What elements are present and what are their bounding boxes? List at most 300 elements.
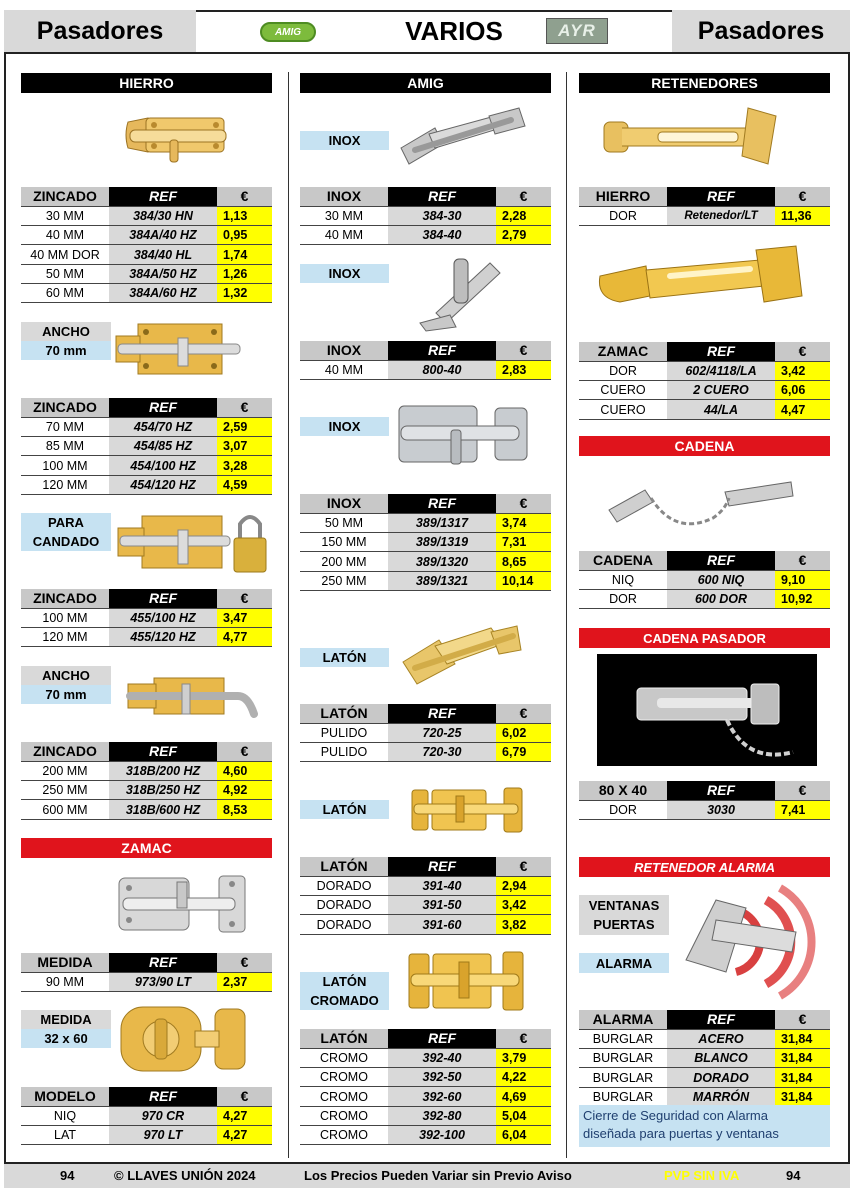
size-cell: 600 MM — [21, 800, 109, 819]
ref-cell: 318B/600 HZ — [109, 800, 217, 819]
table-row — [21, 628, 272, 647]
label-size: 32 x 60 — [21, 1029, 111, 1048]
table-row — [21, 1106, 272, 1125]
price-cell: 4,77 — [217, 628, 272, 647]
size-cell: 40 MM — [21, 226, 109, 245]
size-cell: DOR — [579, 361, 667, 380]
ref-cell: 600 DOR — [667, 590, 775, 609]
price-cell: 4,27 — [217, 1106, 272, 1125]
table-row — [21, 437, 272, 456]
laton-pulido-bolt-image — [395, 622, 525, 688]
price-cell: 2,59 — [217, 417, 272, 436]
table-row — [579, 206, 830, 225]
section-title-cadena-pasador: CADENA PASADOR — [579, 628, 830, 648]
table-row — [300, 206, 551, 225]
size-cell: CUERO — [579, 400, 667, 419]
table-row — [21, 283, 272, 302]
table-header: REF — [109, 1087, 217, 1106]
inox-vertical-bolt-image — [400, 253, 510, 333]
ref-cell: 392-100 — [388, 1125, 496, 1144]
size-cell: LAT — [21, 1126, 109, 1145]
price-cell: 4,27 — [217, 1126, 272, 1145]
label-line: CROMADO — [310, 993, 379, 1008]
price-cell: 2,94 — [496, 876, 551, 895]
table-row — [300, 533, 551, 552]
ref-cell: 391-50 — [388, 896, 496, 915]
price-cell: 31,84 — [775, 1068, 830, 1087]
table-header: REF — [109, 589, 217, 608]
size-cell: NIQ — [21, 1106, 109, 1125]
price-cell: 4,92 — [217, 781, 272, 800]
table-hierro-zincado-ancho — [21, 398, 272, 495]
laton-dorado-bolt-image — [408, 782, 526, 838]
price-cell: 31,84 — [775, 1029, 830, 1048]
size-cell: 200 MM — [21, 761, 109, 780]
table-row — [579, 1068, 830, 1087]
table-row — [21, 245, 272, 264]
price-cell: 1,26 — [217, 264, 272, 283]
table-row — [21, 1126, 272, 1145]
ref-cell: 318B/200 HZ — [109, 761, 217, 780]
table-row — [21, 761, 272, 780]
table-header: ZAMAC — [579, 342, 667, 361]
table-header: € — [217, 1087, 272, 1106]
padlock-bolt-image — [112, 508, 272, 578]
table-header: REF — [388, 1029, 496, 1048]
table-row — [579, 800, 830, 819]
table-header: REF — [388, 187, 496, 206]
ref-cell: 392-50 — [388, 1068, 496, 1087]
table-header: REF — [388, 494, 496, 513]
ref-cell: 454/70 HZ — [109, 417, 217, 436]
table-row — [21, 456, 272, 475]
retenedor-zamac-image — [590, 236, 812, 328]
table-header: LATÓN — [300, 1029, 388, 1048]
table-amig-laton-cromo — [300, 1029, 551, 1145]
description-line: Cierre de Seguridad con Alarma — [583, 1108, 768, 1123]
table-retenedor-zamac — [579, 342, 830, 420]
table-header: ZINCADO — [21, 589, 109, 608]
ref-cell: 455/100 HZ — [109, 608, 217, 627]
table-zamac-modelo — [21, 1087, 272, 1145]
ref-cell: 391-60 — [388, 915, 496, 934]
price-cell: 2,37 — [217, 972, 272, 991]
size-cell: DOR — [579, 206, 667, 225]
size-cell: 30 MM — [300, 206, 388, 225]
table-header: € — [496, 187, 551, 206]
table-amig-laton-2 — [300, 857, 551, 935]
price-cell: 4,59 — [217, 475, 272, 494]
table-header: € — [775, 342, 830, 361]
table-row — [579, 1087, 830, 1106]
ref-cell: 44/LA — [667, 400, 775, 419]
table-row — [579, 590, 830, 609]
price-cell: 4,22 — [496, 1068, 551, 1087]
table-row — [21, 206, 272, 225]
price-cell: 4,69 — [496, 1087, 551, 1106]
price-cell: 3,42 — [496, 896, 551, 915]
table-amig-inox-2 — [300, 341, 551, 380]
table-header: € — [217, 398, 272, 417]
table-alarma — [579, 1010, 830, 1107]
size-cell: 70 MM — [21, 417, 109, 436]
table-header: ZINCADO — [21, 742, 109, 761]
label-line: PARA — [48, 515, 84, 530]
ref-cell: MARRÓN — [667, 1087, 775, 1106]
inox-bolt-image — [395, 104, 530, 172]
price-cell: 0,95 — [217, 226, 272, 245]
size-cell: CROMO — [300, 1048, 388, 1067]
table-header: ZINCADO — [21, 398, 109, 417]
table-row — [21, 475, 272, 494]
ref-cell: 720-30 — [388, 743, 496, 762]
label-inox: INOX — [300, 131, 389, 150]
table-header: REF — [667, 1010, 775, 1029]
price-cell: 3,07 — [217, 437, 272, 456]
table-row — [300, 743, 551, 762]
price-cell: 8,53 — [217, 800, 272, 819]
round-bolt-image — [115, 995, 250, 1081]
header-left-title: Pasadores — [4, 10, 196, 52]
amig-logo: AMIG — [260, 22, 316, 42]
price-cell: 5,04 — [496, 1106, 551, 1125]
retenedor-hierro-image — [598, 98, 790, 176]
size-cell: BURGLAR — [579, 1068, 667, 1087]
label-width: 70 mm — [21, 685, 111, 704]
table-amig-inox-3 — [300, 494, 551, 591]
table-row — [21, 781, 272, 800]
table-header: € — [217, 953, 272, 972]
ref-cell: 384/40 HL — [109, 245, 217, 264]
table-row — [300, 226, 551, 245]
table-header: REF — [109, 953, 217, 972]
ref-cell: 720-25 — [388, 723, 496, 742]
cadena-image — [605, 470, 795, 540]
price-cell: 3,79 — [496, 1048, 551, 1067]
price-cell: 7,31 — [496, 533, 551, 552]
ref-cell: 384A/50 HZ — [109, 264, 217, 283]
price-cell: 10,14 — [496, 571, 551, 590]
size-cell: 100 MM — [21, 456, 109, 475]
table-header: € — [496, 1029, 551, 1048]
table-row — [300, 1048, 551, 1067]
label-width: 70 mm — [21, 341, 111, 360]
ref-cell: DORADO — [667, 1068, 775, 1087]
wide-bolt-image — [112, 318, 247, 382]
price-cell: 1,74 — [217, 245, 272, 264]
size-cell: 50 MM — [21, 264, 109, 283]
ref-cell: ACERO — [667, 1029, 775, 1048]
table-hierro-zincado — [21, 187, 272, 303]
table-header: 80 X 40 — [579, 781, 667, 800]
size-cell: 100 MM — [21, 608, 109, 627]
size-cell: CROMO — [300, 1106, 388, 1125]
label-ancho: ANCHO — [21, 322, 111, 341]
ref-cell: 970 LT — [109, 1126, 217, 1145]
size-cell: DORADO — [300, 915, 388, 934]
table-header: INOX — [300, 494, 388, 513]
table-row — [579, 570, 830, 589]
label-line: VENTANAS — [588, 898, 660, 913]
size-cell: 250 MM — [300, 571, 388, 590]
table-row — [300, 571, 551, 590]
table-header: € — [217, 742, 272, 761]
price-cell: 1,13 — [217, 206, 272, 225]
size-cell: 250 MM — [21, 781, 109, 800]
table-header: REF — [667, 781, 775, 800]
long-bolt-image — [118, 668, 263, 726]
size-cell: PULIDO — [300, 723, 388, 742]
table-header: MEDIDA — [21, 953, 109, 972]
ref-cell: 384-40 — [388, 226, 496, 245]
price-cell: 3,74 — [496, 513, 551, 532]
table-cadena-pasador — [579, 781, 830, 820]
table-retenedor-hierro — [579, 187, 830, 226]
section-title-cadena: CADENA — [579, 436, 830, 456]
ref-cell: 454/85 HZ — [109, 437, 217, 456]
table-header: REF — [388, 857, 496, 876]
size-cell: DOR — [579, 800, 667, 819]
price-cell: 4,60 — [217, 761, 272, 780]
label-inox: INOX — [300, 417, 389, 436]
size-cell: 30 MM — [21, 206, 109, 225]
size-cell: DORADO — [300, 896, 388, 915]
page-header — [4, 10, 850, 54]
size-cell: 50 MM — [300, 513, 388, 532]
table-row — [21, 800, 272, 819]
price-cell: 6,02 — [496, 723, 551, 742]
table-hierro-largo — [21, 742, 272, 820]
table-header: HIERRO — [579, 187, 667, 206]
description-line: diseñada para puertas y ventanas — [583, 1126, 779, 1141]
price-cell: 10,92 — [775, 590, 830, 609]
label-medida: MEDIDA — [21, 1010, 111, 1029]
label-laton: LATÓN — [300, 800, 389, 819]
table-row — [300, 552, 551, 571]
size-cell: 120 MM — [21, 628, 109, 647]
column-divider — [566, 72, 567, 1158]
size-cell: 90 MM — [21, 972, 109, 991]
price-cell: 31,84 — [775, 1087, 830, 1106]
ref-cell: 384-30 — [388, 206, 496, 225]
table-header: REF — [388, 704, 496, 723]
table-header: REF — [667, 551, 775, 570]
ref-cell: 454/120 HZ — [109, 475, 217, 494]
ref-cell: 600 NIQ — [667, 570, 775, 589]
table-row — [579, 381, 830, 400]
price-cell: 3,28 — [217, 456, 272, 475]
label-laton: LATÓN — [300, 648, 389, 667]
table-header: € — [217, 589, 272, 608]
size-cell: 85 MM — [21, 437, 109, 456]
ref-cell: 602/4118/LA — [667, 361, 775, 380]
table-hierro-candado — [21, 589, 272, 647]
ref-cell: 2 CUERO — [667, 381, 775, 400]
ref-cell: 392-60 — [388, 1087, 496, 1106]
price-cell: 6,06 — [775, 381, 830, 400]
price-cell: 6,04 — [496, 1125, 551, 1144]
label-line: CANDADO — [32, 534, 100, 549]
ayr-logo: AYR — [546, 18, 608, 44]
ref-cell: 455/120 HZ — [109, 628, 217, 647]
ref-cell: 389/1319 — [388, 533, 496, 552]
table-cadena — [579, 551, 830, 609]
size-cell: CROMO — [300, 1087, 388, 1106]
table-header: € — [496, 341, 551, 360]
label-inox: INOX — [300, 264, 389, 283]
price-notice: Los Precios Pueden Variar sin Previo Aviso — [304, 1168, 572, 1183]
size-cell: DOR — [579, 590, 667, 609]
table-amig-inox-1 — [300, 187, 551, 245]
ref-cell: Retenedor/LT — [667, 206, 775, 225]
table-row — [21, 226, 272, 245]
size-cell: 120 MM — [21, 475, 109, 494]
size-cell: BURGLAR — [579, 1049, 667, 1068]
label-line: LATÓN — [322, 974, 367, 989]
section-title-hierro: HIERRO — [21, 73, 272, 93]
price-cell: 1,32 — [217, 283, 272, 302]
table-header: ALARMA — [579, 1010, 667, 1029]
ref-cell: 318B/250 HZ — [109, 781, 217, 800]
table-row — [300, 876, 551, 895]
price-cell: 2,79 — [496, 226, 551, 245]
table-row — [300, 723, 551, 742]
label-para-candado — [21, 513, 111, 551]
price-cell: 11,36 — [775, 206, 830, 225]
section-title-amig: AMIG — [300, 73, 551, 93]
ref-cell: 389/1320 — [388, 552, 496, 571]
size-cell: NIQ — [579, 570, 667, 589]
table-row — [300, 1068, 551, 1087]
table-row — [579, 1029, 830, 1048]
table-header: REF — [109, 187, 217, 206]
price-cell: 4,47 — [775, 400, 830, 419]
alarm-retainer-image — [676, 880, 816, 1002]
table-row — [21, 972, 272, 991]
price-cell: 2,83 — [496, 360, 551, 379]
price-cell: 31,84 — [775, 1049, 830, 1068]
section-title-retenedor-alarma: RETENEDOR ALARMA — [579, 857, 830, 877]
price-cell: 7,41 — [775, 800, 830, 819]
ref-cell: 389/1321 — [388, 571, 496, 590]
size-cell: 40 MM — [300, 360, 388, 379]
size-cell: BURGLAR — [579, 1029, 667, 1048]
barrel-bolt-image — [120, 100, 232, 170]
size-cell: CROMO — [300, 1068, 388, 1087]
table-header: ZINCADO — [21, 187, 109, 206]
table-row — [579, 400, 830, 419]
price-cell: 9,10 — [775, 570, 830, 589]
table-header: CADENA — [579, 551, 667, 570]
table-row — [300, 1087, 551, 1106]
ref-cell: 389/1317 — [388, 513, 496, 532]
table-header: REF — [109, 398, 217, 417]
label-ventanas-puertas — [579, 895, 669, 935]
ref-cell: 800-40 — [388, 360, 496, 379]
ref-cell: 391-40 — [388, 876, 496, 895]
table-zamac-medida — [21, 953, 272, 992]
tax-notice: PVP SIN IVA — [664, 1168, 740, 1183]
cadena-pasador-image — [597, 654, 817, 766]
table-header: REF — [109, 742, 217, 761]
page-number-right: 94 — [786, 1168, 801, 1183]
table-header: € — [496, 494, 551, 513]
ref-cell: 384A/60 HZ — [109, 283, 217, 302]
size-cell: 60 MM — [21, 283, 109, 302]
header-right-title: Pasadores — [672, 10, 850, 52]
table-row — [579, 1049, 830, 1068]
size-cell: CROMO — [300, 1125, 388, 1144]
table-header: REF — [388, 341, 496, 360]
ref-cell: 3030 — [667, 800, 775, 819]
price-cell: 8,65 — [496, 552, 551, 571]
copyright: © LLAVES UNIÓN 2024 — [114, 1168, 256, 1183]
ref-cell: 970 CR — [109, 1106, 217, 1125]
ref-cell: BLANCO — [667, 1049, 775, 1068]
price-cell: 3,42 — [775, 361, 830, 380]
table-header: INOX — [300, 187, 388, 206]
table-header: LATÓN — [300, 704, 388, 723]
size-cell: 40 MM DOR — [21, 245, 109, 264]
label-laton-cromado — [300, 972, 389, 1010]
zamac-bolt-image — [115, 868, 250, 940]
label-line: PUERTAS — [593, 917, 655, 932]
table-header: € — [775, 551, 830, 570]
table-header: REF — [667, 187, 775, 206]
ref-cell: 392-80 — [388, 1106, 496, 1125]
table-header: € — [217, 187, 272, 206]
table-header: € — [496, 857, 551, 876]
ref-cell: 384/30 HN — [109, 206, 217, 225]
size-cell: DORADO — [300, 876, 388, 895]
table-row — [21, 264, 272, 283]
table-header: LATÓN — [300, 857, 388, 876]
laton-cromado-bolt-image — [405, 944, 527, 1018]
label-alarma: ALARMA — [579, 953, 669, 973]
table-header: REF — [667, 342, 775, 361]
table-header: MODELO — [21, 1087, 109, 1106]
price-cell: 2,28 — [496, 206, 551, 225]
table-header: € — [775, 1010, 830, 1029]
ref-cell: 973/90 LT — [109, 972, 217, 991]
table-amig-laton-1 — [300, 704, 551, 762]
size-cell: PULIDO — [300, 743, 388, 762]
table-row — [21, 608, 272, 627]
table-header: € — [496, 704, 551, 723]
table-row — [21, 417, 272, 436]
size-cell: BURGLAR — [579, 1087, 667, 1106]
price-cell: 6,79 — [496, 743, 551, 762]
table-row — [300, 1125, 551, 1144]
size-cell: CUERO — [579, 381, 667, 400]
section-title-retenedores: RETENEDORES — [579, 73, 830, 93]
page-number-left: 94 — [60, 1168, 75, 1183]
header-center-title: VARIOS — [405, 15, 503, 46]
table-row — [579, 361, 830, 380]
ref-cell: 384A/40 HZ — [109, 226, 217, 245]
section-title-zamac: ZAMAC — [21, 838, 272, 858]
price-cell: 3,47 — [217, 608, 272, 627]
table-row — [300, 1106, 551, 1125]
inox-heavy-bolt-image — [395, 400, 535, 470]
table-header: € — [775, 187, 830, 206]
size-cell: 150 MM — [300, 533, 388, 552]
column-divider — [288, 72, 289, 1158]
size-cell: 40 MM — [300, 226, 388, 245]
page-footer — [4, 1162, 850, 1188]
ref-cell: 454/100 HZ — [109, 456, 217, 475]
table-row — [300, 513, 551, 532]
